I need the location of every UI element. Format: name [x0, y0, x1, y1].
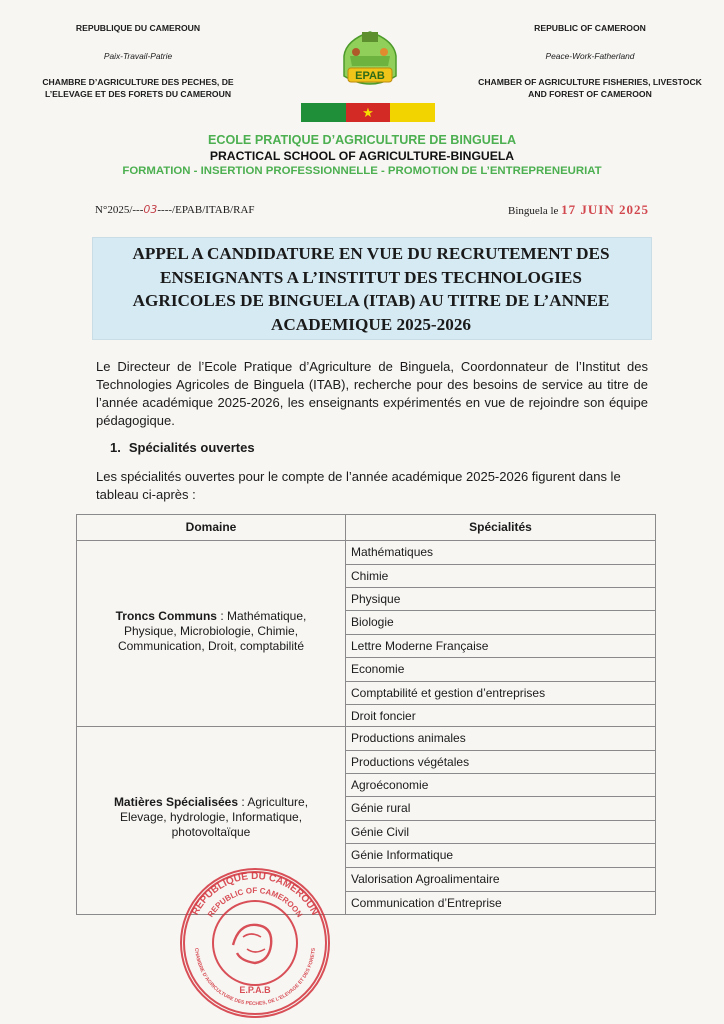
- reference-number: [95, 203, 255, 216]
- school-name-fr: ECOLE PRATIQUE D’AGRICULTURE DE BINGUELA: [207, 133, 517, 147]
- flag-red-band: [346, 103, 391, 122]
- specialty-row: Génie Civil: [346, 821, 655, 844]
- group-divider: [77, 726, 345, 727]
- specialty-row: Valorisation Agroalimentaire: [346, 868, 655, 892]
- domain-cell: [77, 795, 345, 840]
- date-line: [508, 202, 649, 218]
- date-label: Binguela le: [508, 205, 559, 217]
- specialty-row: Chimie: [346, 565, 655, 588]
- chamber-en-line2: AND FOREST OF CAMEROON: [528, 89, 652, 99]
- flag-star-icon: ★: [362, 104, 374, 120]
- seal-ring-text: CHAMBRE D’AGRICULTURE DES PECHES, DE L’ELEVAGE ET DES FORETS: [193, 947, 317, 1008]
- flag-green-band: [301, 103, 346, 122]
- specialty-row: Productions animales: [346, 727, 655, 751]
- domain-detail: Elevage, hydrologie, Informatique,: [119, 810, 303, 824]
- domain-detail: photovoltaïque: [171, 825, 251, 839]
- table-header-domain: Domaine: [77, 515, 346, 541]
- country-fr: REPUBLIQUE DU CAMEROUN: [75, 23, 201, 33]
- reference-prefix: N°2025/---: [95, 204, 144, 216]
- cameroon-flag: [301, 103, 435, 122]
- domain-detail: : Mathématique,: [216, 609, 307, 623]
- school-name-en: PRACTICAL SCHOOL OF AGRICULTURE-BINGUELA: [209, 149, 515, 163]
- country-en: REPUBLIC OF CAMEROON: [534, 23, 646, 33]
- title-line3: AGRICOLES DE BINGUELA (ITAB) AU TITRE DE L’ANNEE: [132, 291, 610, 310]
- specialty-row: Agroéconomie: [346, 774, 655, 797]
- official-seal-stamp: [173, 865, 337, 1021]
- title-line4: ACADEMIQUE 2025-2026: [270, 314, 472, 334]
- date-stamp: 17 JUIN 2025: [561, 202, 649, 217]
- epab-logo: [336, 26, 404, 96]
- chamber-fr-line1: CHAMBRE D’AGRICULTURE DES PECHES, DE: [42, 77, 234, 87]
- domain-cell: [77, 609, 345, 654]
- school-slogan: FORMATION - INSERTION PROFESSIONNELLE - PROMOTION DE L’ENTREPRENEURIAT: [122, 165, 602, 177]
- section-title: Spécialités ouvertes: [128, 440, 255, 455]
- domain-detail: Communication, Droit, comptabilité: [117, 639, 305, 653]
- specialty-row: Biologie: [346, 611, 655, 635]
- header-right: [465, 22, 715, 100]
- header-left: [18, 22, 258, 100]
- logo-text: EPAB: [355, 70, 385, 82]
- specialty-row: Physique: [346, 588, 655, 611]
- specialty-row: Economie: [346, 658, 655, 682]
- seal-bottom-text: E.P.A.B: [239, 985, 271, 995]
- chamber-fr-line2: L’ELEVAGE ET DES FORETS DU CAMEROUN: [44, 89, 232, 99]
- section-heading: [110, 440, 255, 455]
- document-title: [96, 242, 646, 336]
- specialty-row: Mathématiques: [346, 541, 655, 565]
- table-header-specialties: Spécialités: [346, 515, 655, 541]
- reference-suffix: ----/EPAB/ITAB/RAF: [157, 204, 255, 216]
- section-number: 1.: [110, 440, 121, 455]
- reference-handwritten: 03: [143, 203, 158, 216]
- domain-detail: Physique, Microbiologie, Chimie,: [123, 624, 299, 638]
- specialty-row: Lettre Moderne Française: [346, 635, 655, 658]
- specialty-row: Génie rural: [346, 797, 655, 821]
- specialty-row: Productions végétales: [346, 751, 655, 774]
- flag-yellow-band: [390, 103, 435, 122]
- intro-paragraph: Le Directeur de l’Ecole Pratique d’Agriculture de Binguela, Coordonnateur de l’Institut des Technologies Agricoles de Binguela (ITAB), recherche pour des besoins de service au titre de l’année académique 2025-2026, les enseignants expérimentés en vue de rejoindre son équipe pédagogique.: [96, 359, 648, 428]
- motto-fr: Paix-Travail-Patrie: [103, 51, 173, 61]
- table-intro: Les spécialités ouvertes pour le compte de l’année académique 2025-2026 figurent dans le tableau ci-après :: [96, 469, 621, 502]
- specialty-row: Droit foncier: [346, 705, 655, 727]
- specialty-row: Communication d’Entreprise: [351, 896, 502, 910]
- domain-title: Troncs Communs: [115, 609, 217, 623]
- domain-detail: : Agriculture,: [238, 795, 309, 809]
- title-line2: ENSEIGNANTS A L’INSTITUT DES TECHNOLOGIES: [160, 267, 582, 287]
- title-line1: APPEL A CANDIDATURE EN VUE DU RECRUTEMENT DES: [132, 244, 610, 263]
- seal-outer-text: REPUBLIQUE DU CAMEROUN: [189, 870, 321, 918]
- specialty-row: Génie Informatique: [346, 844, 655, 868]
- domain-title: Matières Spécialisées: [113, 795, 239, 809]
- motto-en: Peace-Work-Fatherland: [545, 51, 635, 61]
- specialty-row: Comptabilité et gestion d’entreprises: [346, 682, 655, 705]
- specialties-table: [76, 514, 656, 918]
- seal-inner-text: REPUBLIC OF CAMEROON: [205, 886, 305, 919]
- chamber-en-line1: CHAMBER OF AGRICULTURE FISHERIES, LIVESTOCK: [478, 77, 702, 87]
